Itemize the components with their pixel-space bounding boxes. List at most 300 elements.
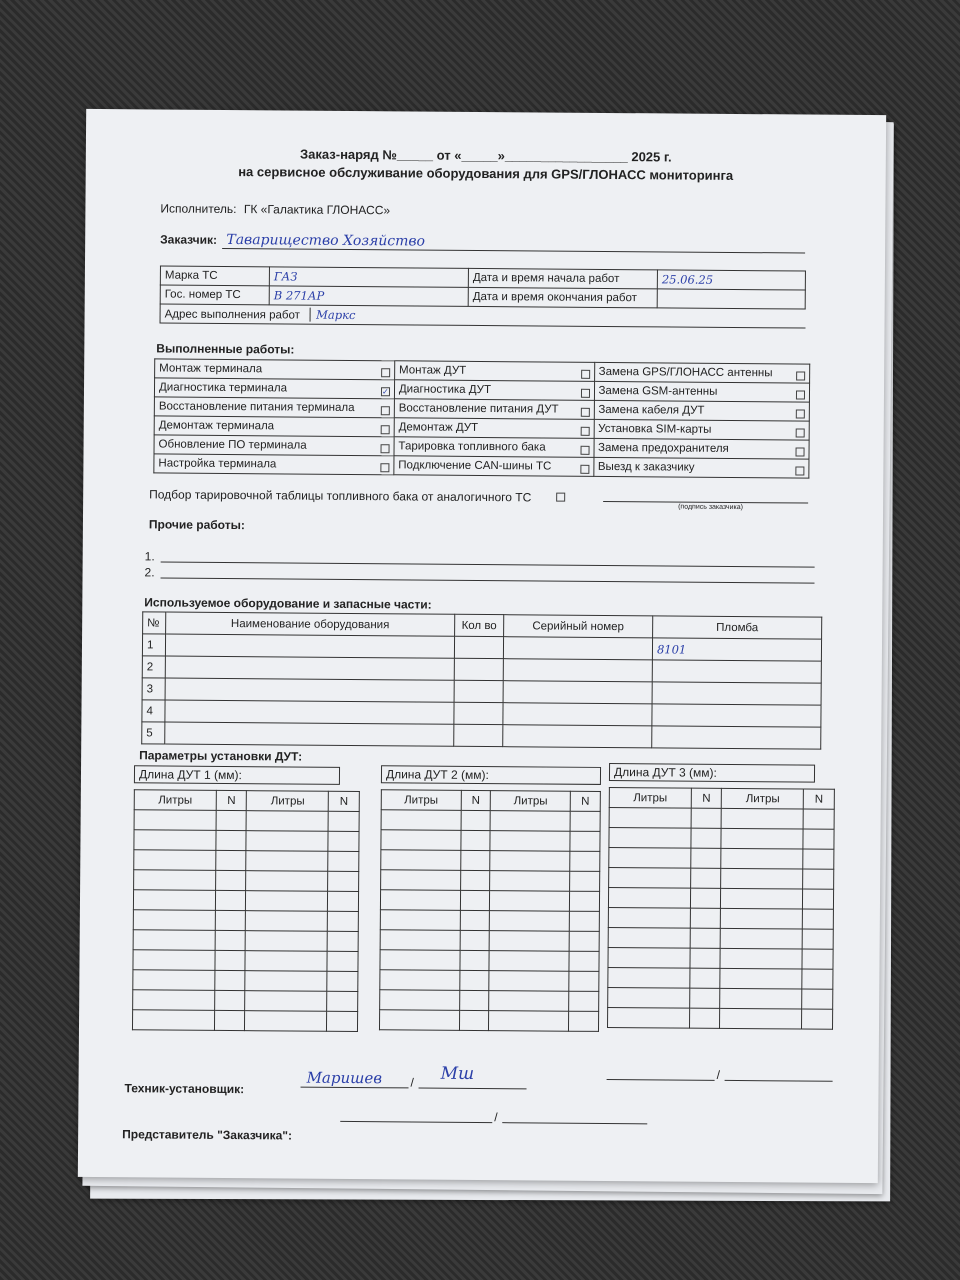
dut-cell[interactable]: [461, 810, 491, 830]
table-row: [133, 970, 358, 992]
work-item: [394, 418, 594, 439]
dut-cell[interactable]: [459, 990, 489, 1010]
dut-cell[interactable]: [569, 911, 599, 931]
dut-cell[interactable]: [570, 851, 600, 871]
tariff-checkbox[interactable]: [557, 493, 566, 502]
table-row: [133, 990, 358, 1012]
dut-header-cell: N: [570, 791, 600, 811]
dut-cell[interactable]: [489, 1011, 569, 1032]
dut-cell[interactable]: [721, 908, 803, 929]
dut-cell[interactable]: [460, 850, 490, 870]
other-work-2: [145, 565, 815, 584]
work-item: [593, 438, 809, 459]
dut-cell[interactable]: [803, 809, 834, 829]
representative-line-1: [340, 1121, 492, 1123]
work-item: [154, 397, 394, 418]
table-row: [609, 828, 834, 850]
work-item: [154, 378, 394, 399]
dut-cell[interactable]: [460, 870, 490, 890]
dut-header-cell: Литры: [609, 788, 691, 809]
work-item-checkbox[interactable]: [796, 447, 805, 456]
equipment-cell[interactable]: [165, 678, 454, 702]
dut-cell[interactable]: [569, 951, 599, 971]
dut-cell[interactable]: [609, 808, 691, 829]
work-item-checkbox[interactable]: ✓: [381, 386, 389, 396]
dut-cell[interactable]: [690, 868, 721, 888]
dut-cell[interactable]: [720, 968, 802, 989]
plate-value: В 271АР: [269, 286, 468, 307]
equipment-cell[interactable]: [652, 704, 821, 727]
equipment-header-cell: Серийный номер: [504, 615, 653, 638]
dut-table-title: Длина ДУТ 2 (мм):: [381, 765, 601, 785]
work-item: [594, 419, 810, 440]
dut-cell[interactable]: [381, 870, 461, 891]
work-item-label: Диагностика терминала: [158, 380, 288, 394]
dut-cell[interactable]: [609, 848, 691, 869]
representative-label: Представитель "Заказчика":: [122, 1127, 293, 1143]
work-item-checkbox[interactable]: [580, 388, 589, 397]
work-item: [394, 361, 594, 382]
dut-cell[interactable]: [328, 851, 359, 871]
equipment-cell[interactable]: [503, 703, 652, 726]
dut-cell[interactable]: [246, 871, 328, 892]
table-row: [379, 1010, 598, 1032]
end-value: [657, 289, 805, 309]
dut-header-cell: Литры: [722, 788, 804, 809]
dut-cell[interactable]: [490, 931, 570, 952]
dut-cell[interactable]: [803, 869, 834, 889]
table-row: [381, 850, 600, 872]
table-row: [380, 950, 599, 972]
dut-cell[interactable]: [721, 868, 803, 889]
work-item-checkbox[interactable]: [381, 368, 390, 377]
dut-cell[interactable]: [690, 968, 721, 988]
dut-cell[interactable]: [246, 831, 328, 852]
equipment-header-cell: Наименование оборудования: [166, 612, 455, 636]
work-item-label: Подключение CAN-шины ТС: [398, 458, 552, 473]
customer-underline: [222, 248, 805, 254]
dut-cell[interactable]: [690, 908, 721, 928]
table-row: [609, 868, 834, 890]
table-row: [380, 930, 599, 952]
equipment-cell[interactable]: [454, 658, 503, 680]
technician-slash: /: [410, 1075, 414, 1090]
dut-cell[interactable]: [460, 930, 490, 950]
dut-cell[interactable]: [569, 971, 599, 991]
technician-label: Техник-установщик:: [124, 1081, 245, 1097]
work-item-checkbox[interactable]: [581, 369, 590, 378]
dut-cell[interactable]: [608, 947, 690, 968]
dut-cell[interactable]: [381, 830, 461, 851]
dut-header-cell: Литры: [134, 790, 216, 811]
start-value: 25.06.25: [657, 270, 805, 290]
doc-title: Заказ-наряд №_____ от «_____»_________________ 2025 г.: [299, 146, 672, 165]
dut-cell[interactable]: [381, 850, 461, 871]
dut-cell[interactable]: [380, 930, 460, 951]
right-sign-line-2: [725, 1080, 833, 1082]
table-row: [133, 950, 358, 972]
technician-name-line: [301, 1087, 409, 1089]
dut-cell[interactable]: [327, 951, 358, 971]
equipment-cell[interactable]: [454, 680, 503, 702]
dut-cell[interactable]: [245, 971, 327, 992]
work-item-label: Замена GPS/ГЛОНАСС антенны: [598, 365, 773, 379]
equipment-cell[interactable]: [165, 722, 454, 746]
work-item-label: Восстановление питания ДУТ: [398, 401, 559, 416]
tariff-text: Подбор тарировочной таблицы топливного бака от аналогичного ТС: [149, 487, 532, 505]
equipment-title: Используемое оборудование и запасные части:: [144, 595, 432, 612]
dut-cell[interactable]: [609, 868, 691, 889]
dut-cell[interactable]: [803, 909, 834, 929]
dut-cell[interactable]: [133, 990, 215, 1011]
dut-cell[interactable]: [215, 890, 246, 910]
work-item-checkbox[interactable]: [580, 445, 589, 454]
dut-cell[interactable]: [215, 950, 246, 970]
dut-header-cell: Литры: [247, 791, 329, 812]
dut-cell[interactable]: [803, 829, 834, 849]
works-title: Выполненные работы:: [156, 341, 295, 357]
executor-value: ГК «Галактика ГЛОНАСС»: [243, 202, 391, 218]
dut-cell[interactable]: [133, 970, 215, 991]
table-row: [608, 928, 833, 950]
dut-cell[interactable]: [245, 991, 327, 1012]
work-item-label: Замена GSM-антенны: [598, 384, 718, 398]
dut-table-title: Длина ДУТ 1 (мм):: [134, 765, 340, 785]
equipment-header-cell: Кол во: [455, 614, 504, 636]
other-works-title: Прочие работы:: [148, 517, 245, 533]
work-item: [394, 399, 594, 420]
customer-value: Таварищество Хозяйство: [226, 231, 426, 250]
equipment-row-number: 2: [142, 656, 165, 678]
dut-header-cell: N: [216, 790, 247, 810]
work-item-checkbox[interactable]: [381, 406, 390, 415]
dut-cell[interactable]: [689, 1008, 720, 1028]
table-row: [134, 830, 359, 852]
dut-cell[interactable]: [247, 811, 329, 832]
technician-sign-line: [419, 1088, 527, 1090]
dut-cell[interactable]: [380, 910, 460, 931]
work-item-label: Демонтаж терминала: [158, 418, 275, 432]
work-item-label: Настройка терминала: [158, 456, 277, 470]
dut-cell[interactable]: [379, 1010, 459, 1031]
dut-cell[interactable]: [570, 831, 600, 851]
dut-cell[interactable]: [609, 828, 691, 849]
dut-cell[interactable]: [132, 1010, 214, 1031]
work-item-checkbox[interactable]: [380, 463, 389, 472]
table-row: [134, 850, 359, 872]
dut-cell[interactable]: [490, 831, 570, 852]
dut-cell[interactable]: [720, 1008, 802, 1029]
equipment-cell[interactable]: [165, 700, 454, 724]
dut-cell[interactable]: [569, 931, 599, 951]
table-row: [133, 910, 358, 932]
dut-table-2: [379, 765, 601, 1032]
dut-cell[interactable]: [245, 1011, 327, 1032]
dut-cell[interactable]: [246, 931, 328, 952]
dut-cell[interactable]: [246, 891, 328, 912]
table-row: [380, 890, 599, 912]
dut-cell[interactable]: [133, 930, 215, 951]
dut-cell[interactable]: [570, 891, 600, 911]
dut-header-cell: N: [691, 788, 722, 808]
dut-cell[interactable]: [327, 991, 358, 1011]
dut-cell[interactable]: [721, 828, 803, 849]
dut-cell[interactable]: [380, 950, 460, 971]
dut-cell[interactable]: [802, 989, 833, 1009]
work-item: [594, 381, 810, 402]
dut-cell[interactable]: [460, 950, 490, 970]
work-item: [394, 456, 594, 477]
dut-cell[interactable]: [328, 811, 359, 831]
dut-cell[interactable]: [460, 910, 490, 930]
dut-cell[interactable]: [134, 810, 216, 831]
work-item-checkbox[interactable]: [380, 444, 389, 453]
work-item-checkbox[interactable]: [796, 390, 805, 399]
doc-subtitle: на сервисное обслуживание оборудования для GPS/ГЛОНАСС мониторинга: [238, 164, 734, 183]
work-item: [154, 435, 394, 456]
dut-cell[interactable]: [802, 949, 833, 969]
dut-cell[interactable]: [691, 828, 722, 848]
dut-cell[interactable]: [246, 851, 328, 872]
equipment-row-number: 4: [142, 700, 165, 722]
works-table: [153, 358, 810, 478]
table-row: [380, 970, 599, 992]
tariff-row: [149, 485, 566, 504]
table-row: [608, 1007, 833, 1029]
work-item: [593, 457, 809, 478]
equipment-cell[interactable]: [503, 725, 652, 748]
end-label: Дата и время окончания работ: [468, 287, 657, 307]
dut-cell[interactable]: [459, 1010, 489, 1030]
dut-cell[interactable]: [380, 990, 460, 1011]
equipment-row-number: 3: [142, 678, 165, 700]
dut-cell[interactable]: [569, 1011, 599, 1031]
work-item-label: Тарировка топливного бака: [398, 439, 546, 453]
customer-row: [160, 231, 805, 252]
equipment-cell[interactable]: [454, 724, 503, 746]
dut-header-cell: N: [329, 791, 360, 811]
equipment-cell[interactable]: [652, 726, 821, 749]
dut-header-cell: N: [461, 790, 491, 810]
executor-row: [160, 201, 390, 217]
equipment-cell[interactable]: [652, 660, 821, 683]
dut-cell[interactable]: [215, 910, 246, 930]
work-item-checkbox[interactable]: [580, 426, 589, 435]
dut-cell[interactable]: [489, 951, 569, 972]
work-item: [594, 400, 810, 421]
dut-cell[interactable]: [216, 830, 247, 850]
dut-cell[interactable]: [460, 890, 490, 910]
table-row: [381, 830, 600, 852]
work-item-label: Демонтаж ДУТ: [398, 420, 479, 434]
dut-cell[interactable]: [802, 1009, 833, 1029]
equipment-cell[interactable]: [165, 656, 454, 680]
equipment-cell[interactable]: [454, 702, 503, 724]
equipment-cell[interactable]: [652, 682, 821, 705]
brand-label: Марка ТС: [160, 266, 269, 286]
dut-cell[interactable]: [133, 910, 215, 931]
dut-cell[interactable]: [721, 848, 803, 869]
equipment-header-cell: №: [143, 612, 166, 634]
dut-cell[interactable]: [721, 928, 803, 949]
dut-cell[interactable]: [134, 870, 216, 891]
dut-cell[interactable]: [381, 810, 461, 831]
dut-cell[interactable]: [690, 888, 721, 908]
dut-cell[interactable]: [327, 931, 358, 951]
dut-cell[interactable]: [608, 987, 690, 1008]
table-row: [134, 870, 359, 892]
work-item-label: Установка SIM-карты: [598, 422, 712, 436]
dut-cell[interactable]: [570, 871, 600, 891]
address-value: Маркс: [309, 308, 355, 322]
dut-cell[interactable]: [245, 951, 327, 972]
table-row: [608, 888, 833, 910]
dut-cell[interactable]: [608, 967, 690, 988]
dut-cell[interactable]: [490, 911, 570, 932]
start-label: Дата и время начала работ: [468, 268, 657, 288]
technician-name: Маришев: [306, 1068, 383, 1088]
dut-cell[interactable]: [690, 928, 721, 948]
right-slash: /: [716, 1067, 721, 1082]
dut-cell[interactable]: [328, 911, 359, 931]
work-item-checkbox[interactable]: [580, 464, 589, 473]
dut-cell[interactable]: [246, 911, 328, 932]
dut-cell[interactable]: [721, 888, 803, 909]
dut-cell[interactable]: [215, 970, 246, 990]
work-item-checkbox[interactable]: [795, 466, 804, 475]
work-item-label: Замена предохранителя: [598, 441, 729, 455]
table-row: [608, 967, 833, 989]
vehicle-table: [160, 265, 806, 328]
work-item-label: Выезд к заказчику: [597, 460, 695, 474]
table-row: [608, 947, 833, 969]
dut-cell[interactable]: [608, 928, 690, 949]
work-item-label: Обновление ПО терминала: [158, 437, 307, 452]
dut-cell[interactable]: [215, 930, 246, 950]
dut-cell[interactable]: [722, 808, 804, 829]
dut-cell[interactable]: [214, 1010, 245, 1030]
dut-cell[interactable]: [216, 810, 247, 830]
dut-cell[interactable]: [690, 948, 721, 968]
dut-cell[interactable]: [691, 848, 722, 868]
work-item-checkbox[interactable]: [796, 428, 805, 437]
work-item-label: Замена кабеля ДУТ: [598, 403, 705, 417]
equipment-cell[interactable]: [454, 636, 503, 658]
dut-cell[interactable]: [380, 890, 460, 911]
equipment-cell[interactable]: [165, 634, 454, 658]
table-row: [609, 808, 834, 830]
work-item-label: Монтаж терминала: [159, 361, 263, 375]
dut-cell[interactable]: [461, 830, 491, 850]
dut-cell[interactable]: [134, 850, 216, 871]
dut-cell[interactable]: [803, 889, 834, 909]
dut-cell[interactable]: [134, 830, 216, 851]
dut-table-title: Длина ДУТ 3 (мм):: [609, 763, 815, 783]
customer-signature-caption: (подпись заказчика): [678, 503, 743, 512]
works-row: [154, 454, 809, 478]
work-item: [155, 359, 395, 380]
dut-cell[interactable]: [327, 971, 358, 991]
equipment-row-number: 1: [142, 634, 165, 656]
dut-cell[interactable]: [215, 870, 246, 890]
table-row: [134, 810, 359, 832]
dut-cell[interactable]: [328, 871, 359, 891]
dut-cell[interactable]: [570, 811, 600, 831]
work-item-checkbox[interactable]: [381, 425, 390, 434]
dut-cell[interactable]: [489, 991, 569, 1012]
table-row: [380, 910, 599, 932]
dut-cell[interactable]: [802, 929, 833, 949]
dut-cell[interactable]: [328, 831, 359, 851]
dut-cell[interactable]: [720, 948, 802, 969]
work-item-checkbox[interactable]: [580, 407, 589, 416]
dut-cell[interactable]: [569, 991, 599, 1011]
representative-slash: /: [494, 1110, 498, 1125]
dut-cell[interactable]: [214, 990, 245, 1010]
equipment-cell[interactable]: [503, 659, 652, 682]
dut-header-cell: Литры: [381, 790, 461, 811]
dut-cell[interactable]: [133, 890, 215, 911]
equipment-cell[interactable]: 8101: [652, 638, 821, 661]
work-item-checkbox[interactable]: [796, 371, 805, 380]
dut-cell[interactable]: [491, 811, 571, 832]
dut-cell[interactable]: [459, 970, 489, 990]
table-row: [380, 990, 599, 1012]
other-work-2-line[interactable]: [161, 577, 815, 583]
dut-cell[interactable]: [327, 1011, 358, 1031]
dut-title: Параметры установки ДУТ:: [139, 748, 303, 764]
dut-cell[interactable]: [803, 849, 834, 869]
work-item: [154, 454, 394, 475]
dut-header-cell: N: [804, 789, 835, 809]
dut-cell[interactable]: [133, 950, 215, 971]
work-item-checkbox[interactable]: [796, 409, 805, 418]
dut-cell[interactable]: [690, 988, 721, 1008]
work-item-label: Восстановление питания терминала: [158, 399, 355, 414]
dut-cell[interactable]: [490, 851, 570, 872]
dut-cell[interactable]: [328, 891, 359, 911]
equipment-row-number: 5: [142, 722, 165, 744]
dut-header-cell: Литры: [491, 791, 571, 812]
work-item: [394, 380, 594, 401]
dut-cell[interactable]: [380, 970, 460, 991]
plate-label: Гос. номер ТС: [160, 285, 269, 305]
equipment-cell[interactable]: [503, 681, 652, 704]
work-item-label: Диагностика ДУТ: [398, 382, 492, 396]
dut-table-3: [607, 763, 835, 1030]
equipment-table: [141, 611, 822, 749]
work-item: [594, 362, 810, 383]
table-row: [608, 908, 833, 930]
right-sign-line-1: [607, 1079, 715, 1081]
dut-cell[interactable]: [720, 988, 802, 1009]
dut-cell[interactable]: [490, 891, 570, 912]
dut-cell[interactable]: [802, 969, 833, 989]
dut-cell[interactable]: [608, 888, 690, 909]
equipment-cell[interactable]: [503, 637, 652, 660]
dut-cell[interactable]: [216, 850, 247, 870]
dut-cell[interactable]: [490, 871, 570, 892]
table-row: [133, 930, 358, 952]
dut-cell[interactable]: [691, 808, 722, 828]
dut-cell[interactable]: [489, 971, 569, 992]
dut-cell[interactable]: [608, 908, 690, 929]
dut-cell[interactable]: [608, 1007, 690, 1028]
brand-value: ГАЗ: [269, 267, 468, 288]
table-row: [608, 987, 833, 1009]
table-row: [133, 890, 358, 912]
address-label: Адрес выполнения работ: [164, 308, 300, 322]
